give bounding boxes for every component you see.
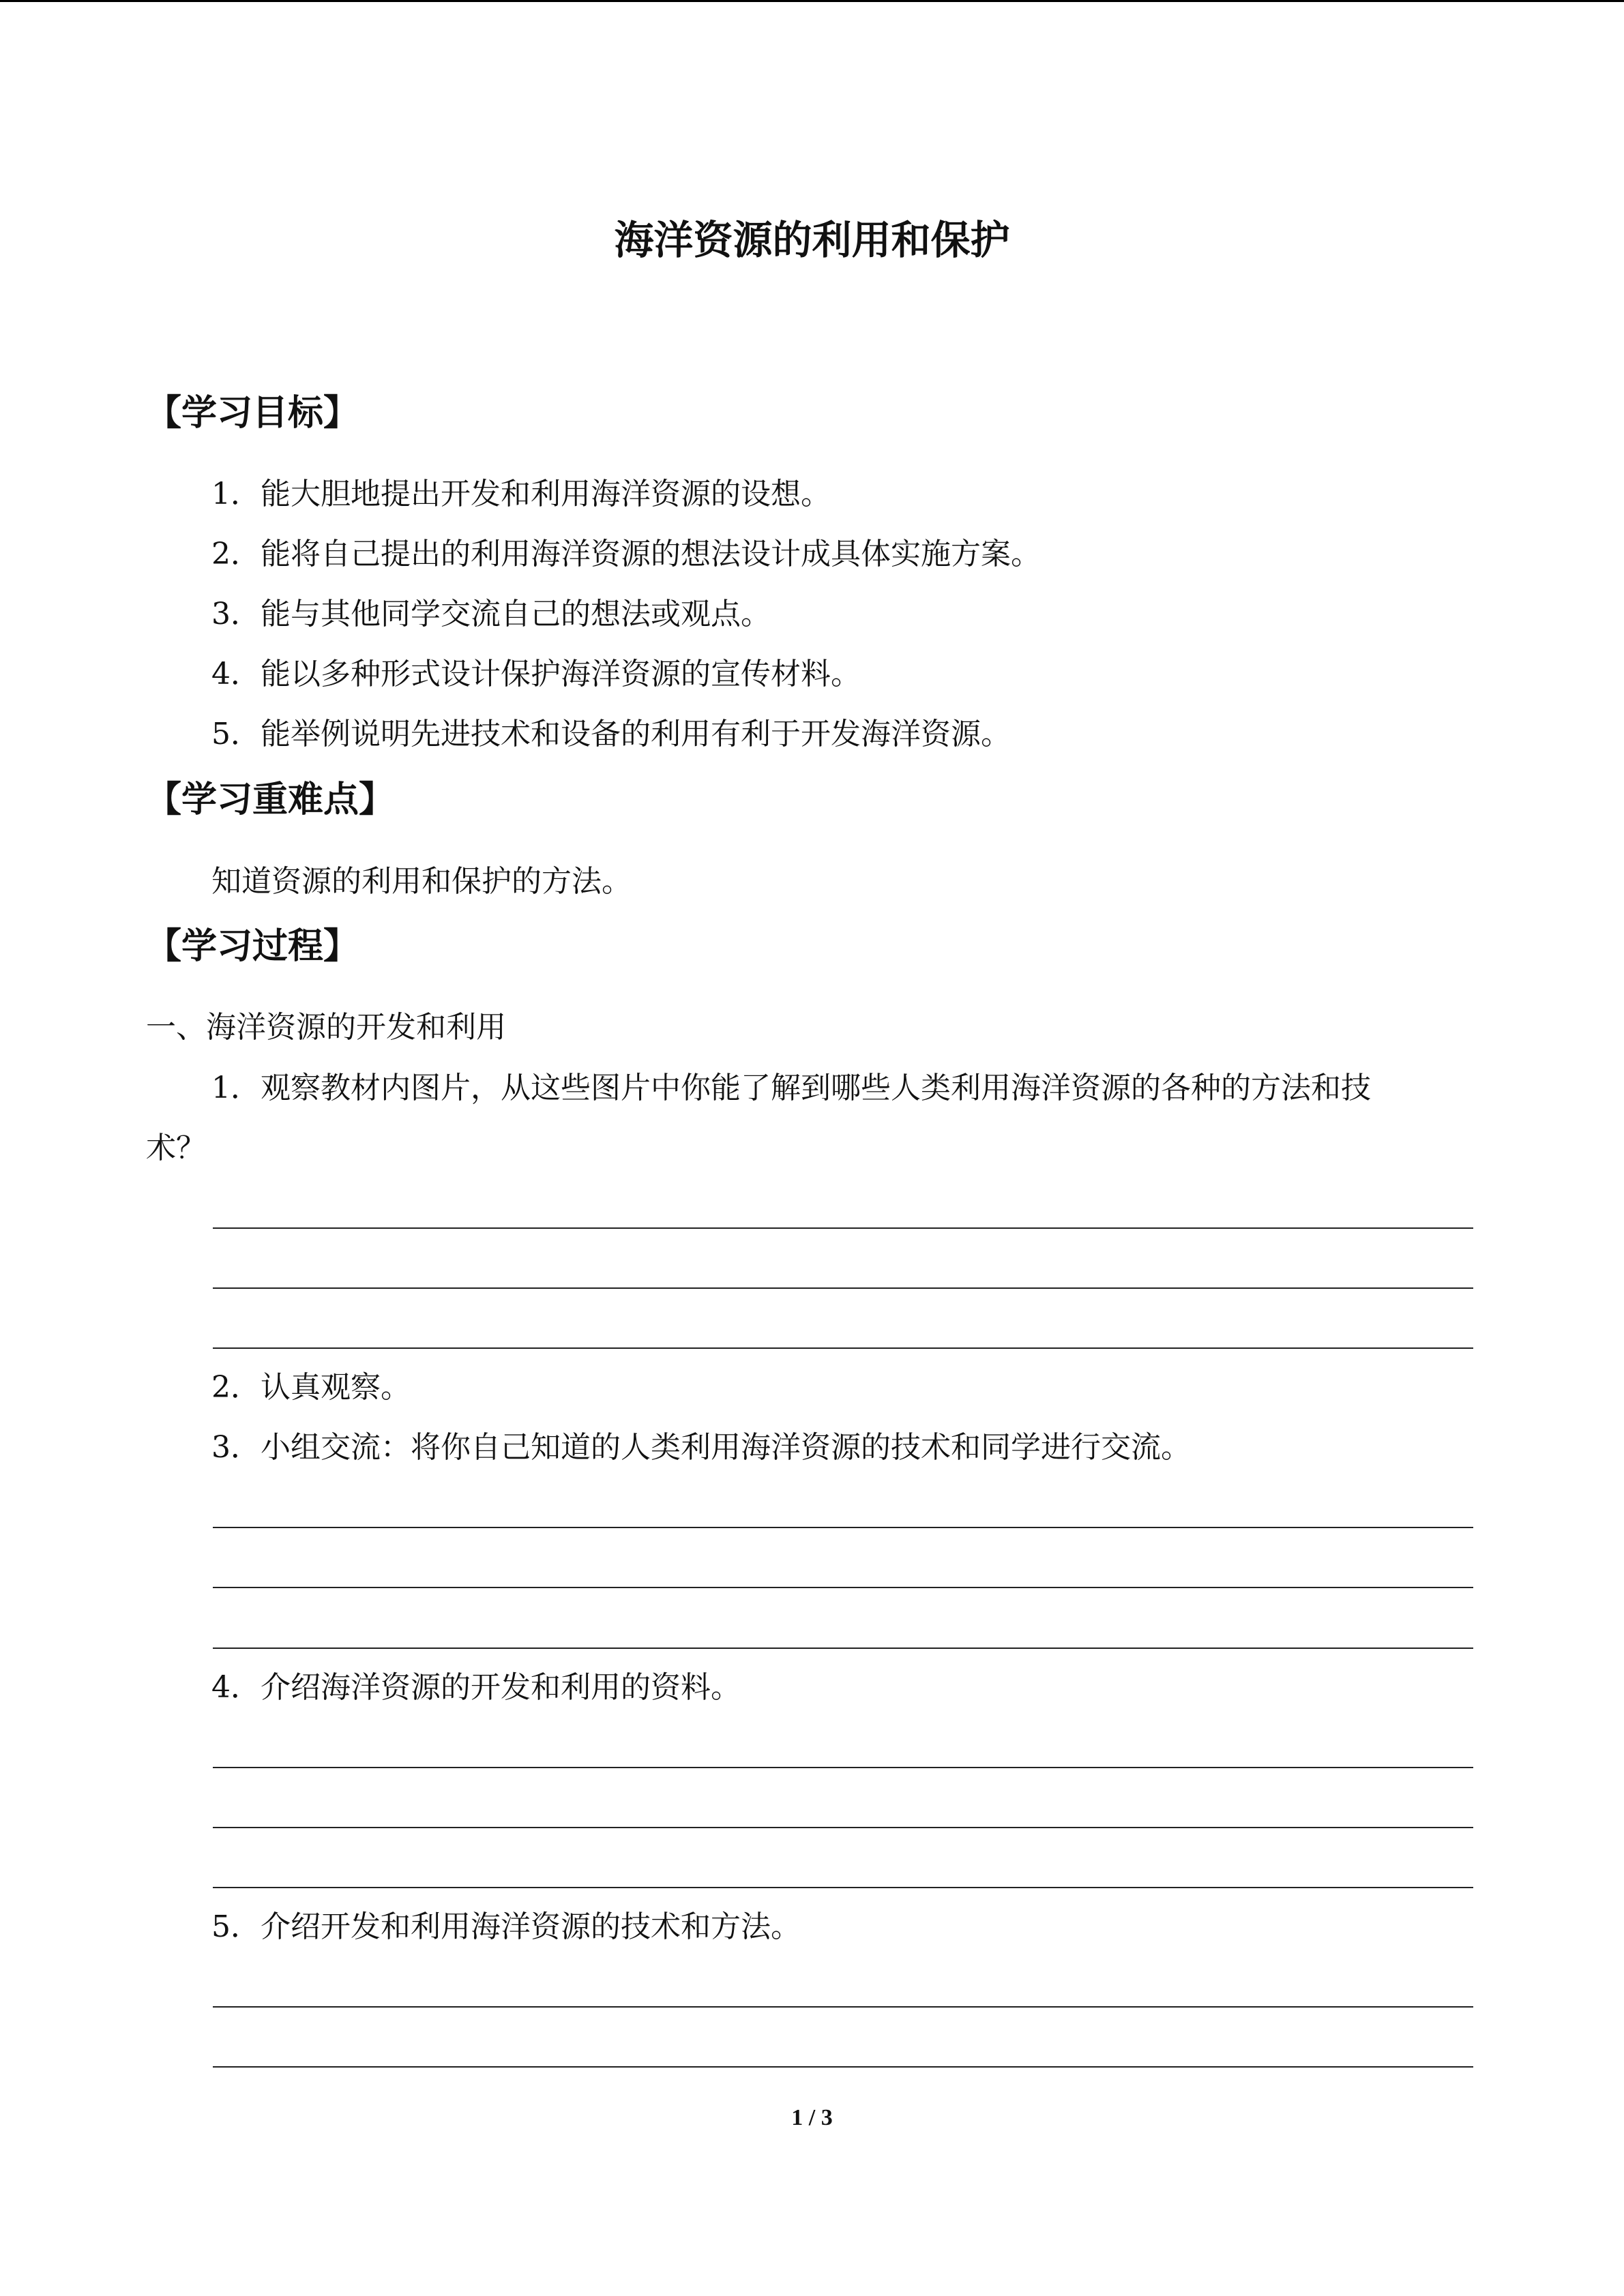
- answer-line[interactable]: [213, 1648, 1473, 1649]
- process-heading: 【学习过程】: [146, 925, 359, 967]
- question-1-line-2: 术？: [146, 1131, 206, 1165]
- answer-line[interactable]: [213, 1527, 1473, 1528]
- answer-line[interactable]: [213, 1347, 1473, 1349]
- answer-line[interactable]: [213, 1767, 1473, 1768]
- objective-item: 1．能大胆地提出开发和利用海洋资源的设想。: [211, 477, 831, 511]
- question-1-line-1: 1．观察教材内图片，从这些图片中你能了解到哪些人类利用海洋资源的各种的方法和技: [211, 1071, 1371, 1105]
- answer-line[interactable]: [213, 1287, 1473, 1289]
- page-top-border: [0, 0, 1624, 2]
- answer-line[interactable]: [213, 2006, 1473, 2008]
- answer-line[interactable]: [213, 1887, 1473, 1888]
- key-points-heading: 【学习重难点】: [146, 779, 395, 820]
- question-4: 4．介绍海洋资源的开发和利用的资料。: [211, 1670, 741, 1705]
- key-points-text: 知道资源的利用和保护的方法。: [211, 864, 632, 899]
- objective-item: 3．能与其他同学交流自己的想法或观点。: [211, 597, 771, 631]
- question-3: 3．小组交流：将你自己知道的人类利用海洋资源的技术和同学进行交流。: [211, 1430, 1191, 1465]
- question-5: 5．介绍开发和利用海洋资源的技术和方法。: [211, 1909, 801, 1944]
- objective-item: 4．能以多种形式设计保护海洋资源的宣传材料。: [211, 657, 861, 691]
- question-2: 2．认真观察。: [211, 1370, 411, 1405]
- answer-line[interactable]: [213, 1227, 1473, 1229]
- objective-item: 2．能将自己提出的利用海洋资源的想法设计成具体实施方案。: [211, 537, 1041, 571]
- answer-line[interactable]: [213, 1827, 1473, 1828]
- process-subheading: 一、海洋资源的开发和利用: [146, 1010, 506, 1045]
- objective-item: 5．能举例说明先进技术和设备的利用有利于开发海洋资源。: [211, 717, 1011, 751]
- document-title: 海洋资源的利用和保护: [614, 217, 1010, 263]
- objectives-heading: 【学习目标】: [146, 392, 359, 434]
- page-number: 1 / 3: [791, 2105, 833, 2130]
- answer-line[interactable]: [213, 2066, 1473, 2068]
- answer-line[interactable]: [213, 1587, 1473, 1588]
